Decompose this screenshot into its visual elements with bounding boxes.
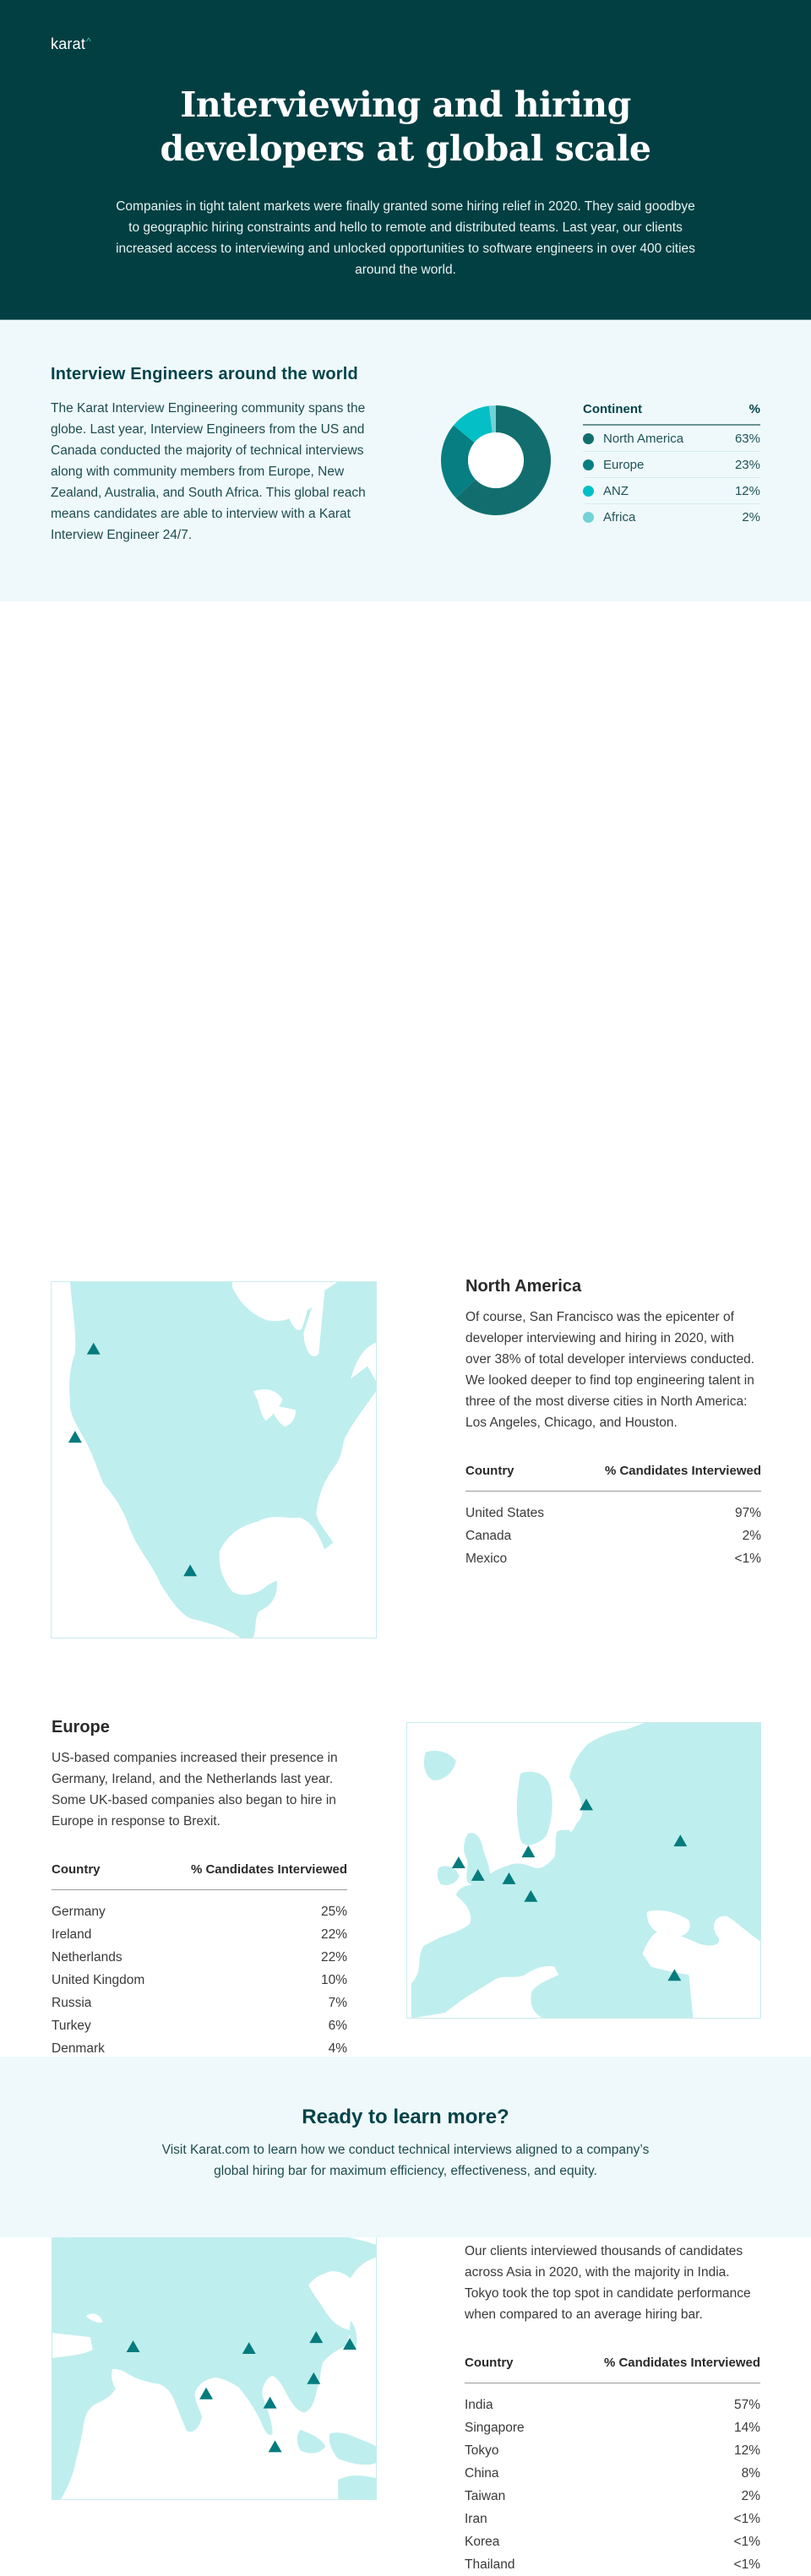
north-america-text: [465, 1277, 761, 1570]
table-row: [465, 2394, 760, 2416]
col-percent: %: [748, 402, 760, 416]
marker-icon: [524, 1890, 537, 1902]
table-row: [465, 1524, 761, 1547]
marker-icon: [673, 1834, 687, 1846]
country-percent: 10%: [320, 1973, 347, 1987]
continent-row: [583, 426, 760, 452]
continent-donut-chart: [441, 405, 551, 515]
logo-text: karat: [51, 35, 86, 52]
country-name: Turkey: [52, 2019, 91, 2033]
hero-section: [0, 0, 811, 319]
table-row: [52, 2014, 347, 2037]
table-header: [465, 1464, 761, 1492]
title-line-1: Interviewing and hiring: [180, 84, 631, 125]
country-name: Taiwan: [465, 2489, 506, 2503]
table-row: [465, 2485, 760, 2508]
country-name: Thailand: [465, 2557, 515, 2572]
continent-percent: 23%: [734, 457, 760, 472]
marker-icon: [183, 1564, 197, 1576]
marker-icon: [471, 1869, 485, 1881]
north-america-table: [465, 1464, 761, 1570]
table-row: [465, 2416, 760, 2439]
engineers-title: Interview Engineers around the world: [51, 365, 358, 383]
marker-icon: [199, 2388, 213, 2399]
asia-markers: [52, 2211, 376, 2499]
north-america-body: Of course, San Francisco was the epicenter of developer interviewing and hiring in 2020, with over 38% of total developer interviews conducted. We looked deeper to find top engineering talent in three of the most diverse cities in North America: Los Angeles, Chicago, and Houston.: [465, 1310, 755, 1430]
continent-percent: 63%: [734, 431, 760, 446]
country-percent: 57%: [733, 2398, 760, 2412]
col-country: Country: [52, 1862, 101, 1877]
engineers-text: [51, 365, 389, 546]
country-name: Denmark: [52, 2041, 105, 2056]
country-percent: 7%: [328, 1996, 347, 2010]
country-name: United States: [465, 1506, 545, 1520]
continent-name: North America: [603, 431, 684, 446]
marker-icon: [68, 1431, 82, 1443]
table-row: [465, 2508, 760, 2530]
country-percent: 4%: [328, 2041, 347, 2056]
table-row: [465, 2462, 760, 2485]
asia-text: [465, 2211, 760, 2576]
continent-percent: 2%: [742, 510, 760, 524]
table-row: [465, 2530, 760, 2553]
engineers-body: The Karat Interview Engineering community spans the globe. Last year, Interview Engineers from the US and Canada conducted the majority of technical interviews along with community members from Europe, New Zealand, Australia, and South Africa. This global reach means candidates are able to interview with a Karat Interview Engineer 24/7.: [51, 401, 366, 542]
engineers-section: [0, 319, 811, 601]
continent-name: Europe: [603, 457, 645, 472]
europe-title: Europe: [52, 1718, 110, 1736]
title-line-2: developers at global scale: [160, 128, 651, 169]
col-percent: % Candidates Interviewed: [603, 2356, 760, 2370]
continent-percent: 12%: [734, 483, 760, 498]
col-continent: Continent: [583, 402, 642, 416]
table-row: [465, 1502, 761, 1524]
marker-icon: [269, 2440, 282, 2452]
marker-icon: [307, 2372, 320, 2384]
table-row: [465, 2553, 760, 2576]
page-title: [0, 0, 811, 171]
country-percent: <1%: [733, 2535, 760, 2549]
country-percent: 14%: [733, 2421, 760, 2435]
country-name: Iran: [465, 2512, 487, 2526]
table-row: [52, 1969, 347, 1992]
legend-dot-icon: [583, 512, 594, 523]
col-country: Country: [465, 1464, 514, 1478]
cta-section: [0, 2057, 811, 2237]
table-row: [52, 1992, 347, 2014]
country-percent: 2%: [741, 2489, 760, 2503]
country-name: Korea: [465, 2535, 500, 2549]
marker-icon: [503, 1872, 516, 1884]
karat-logo[interactable]: [51, 35, 91, 53]
legend-dot-icon: [583, 459, 594, 470]
country-percent: 2%: [742, 1529, 761, 1543]
north-america-title: North America: [465, 1277, 582, 1296]
country-percent: 97%: [734, 1506, 761, 1520]
asia-body: Our clients interviewed thousands of candidates across Asia in 2020, with the majority in India. Tokyo took the top spot in candidate performance when compared to an average hiring bar.: [465, 2244, 751, 2322]
marker-icon: [452, 1856, 465, 1868]
country-name: United Kingdom: [52, 1973, 145, 1987]
country-name: Russia: [52, 1996, 92, 2010]
logo-caret-icon: ^: [86, 35, 91, 47]
marker-icon: [580, 1798, 593, 1810]
marker-icon: [343, 2338, 357, 2350]
col-percent: % Candidates Interviewed: [190, 1862, 347, 1877]
continent-table: [583, 402, 760, 530]
country-name: Tokyo: [465, 2443, 499, 2458]
marker-icon: [264, 2397, 277, 2409]
marker-icon: [309, 2331, 323, 2343]
cta-body: Visit Karat.com to learn how we conduct technical interviews aligned to a company’s global hiring bar for maximum efficiency, effectiveness, and equity.: [161, 2143, 650, 2178]
table-row: [52, 1923, 347, 1946]
europe-body: US-based companies increased their presence in Germany, Ireland, and the Netherlands last year. Some UK-based companies also began to hire in Europe in response to Brexit.: [52, 1751, 338, 1829]
marker-icon: [127, 2340, 140, 2352]
country-percent: 6%: [328, 2019, 347, 2033]
hero-intro: Companies in tight talent markets were finally granted some hiring relief in 2020. They said goodbye to geographic hiring constraints and hello to remote and distributed teams. Last year, our clients increased access to interviewing and unlocked opportunities to software engineers in over 400 cities around the world.: [116, 199, 695, 277]
continent-name: ANZ: [603, 483, 629, 498]
country-name: Germany: [52, 1905, 106, 1919]
country-name: Canada: [465, 1529, 512, 1543]
marker-icon: [521, 1845, 535, 1857]
country-percent: <1%: [733, 2557, 760, 2572]
country-percent: 25%: [320, 1905, 347, 1919]
continent-table-header: [583, 402, 760, 426]
north-america-map: [51, 1281, 377, 1639]
cta-title: Ready to learn more?: [302, 2106, 509, 2128]
north-america-markers: [52, 1282, 376, 1638]
country-percent: 22%: [320, 1950, 347, 1965]
table-header: [465, 2356, 760, 2383]
country-percent: 22%: [320, 1927, 347, 1942]
table-row: [465, 2439, 760, 2462]
country-name: India: [465, 2398, 493, 2412]
country-percent: 12%: [733, 2443, 760, 2458]
country-name: Singapore: [465, 2421, 525, 2435]
continent-name: Africa: [603, 510, 636, 524]
country-percent: <1%: [733, 2512, 760, 2526]
country-name: Ireland: [52, 1927, 92, 1942]
legend-dot-icon: [583, 486, 594, 497]
col-country: Country: [465, 2356, 514, 2370]
country-percent: <1%: [734, 1552, 761, 1566]
asia-map: [52, 2210, 377, 2500]
europe-table: [52, 1862, 347, 2083]
table-row: [52, 1900, 347, 1923]
continent-row: [583, 504, 760, 530]
marker-icon: [87, 1343, 101, 1355]
col-percent: % Candidates Interviewed: [604, 1464, 761, 1478]
europe-map: [406, 1722, 761, 2019]
marker-icon: [242, 2342, 256, 2354]
country-name: Netherlands: [52, 1950, 122, 1965]
legend-dot-icon: [583, 433, 594, 444]
table-row: [465, 1547, 761, 1570]
asia-table: [465, 2356, 760, 2576]
table-row: [52, 1946, 347, 1969]
continent-row: [583, 452, 760, 478]
country-name: China: [465, 2466, 499, 2481]
country-name: Mexico: [465, 1552, 508, 1566]
continent-row: [583, 478, 760, 504]
marker-icon: [667, 1969, 681, 1981]
europe-markers: [407, 1723, 760, 2018]
europe-text: [52, 1718, 347, 2083]
table-header: [52, 1862, 347, 1890]
country-percent: 8%: [741, 2466, 760, 2481]
